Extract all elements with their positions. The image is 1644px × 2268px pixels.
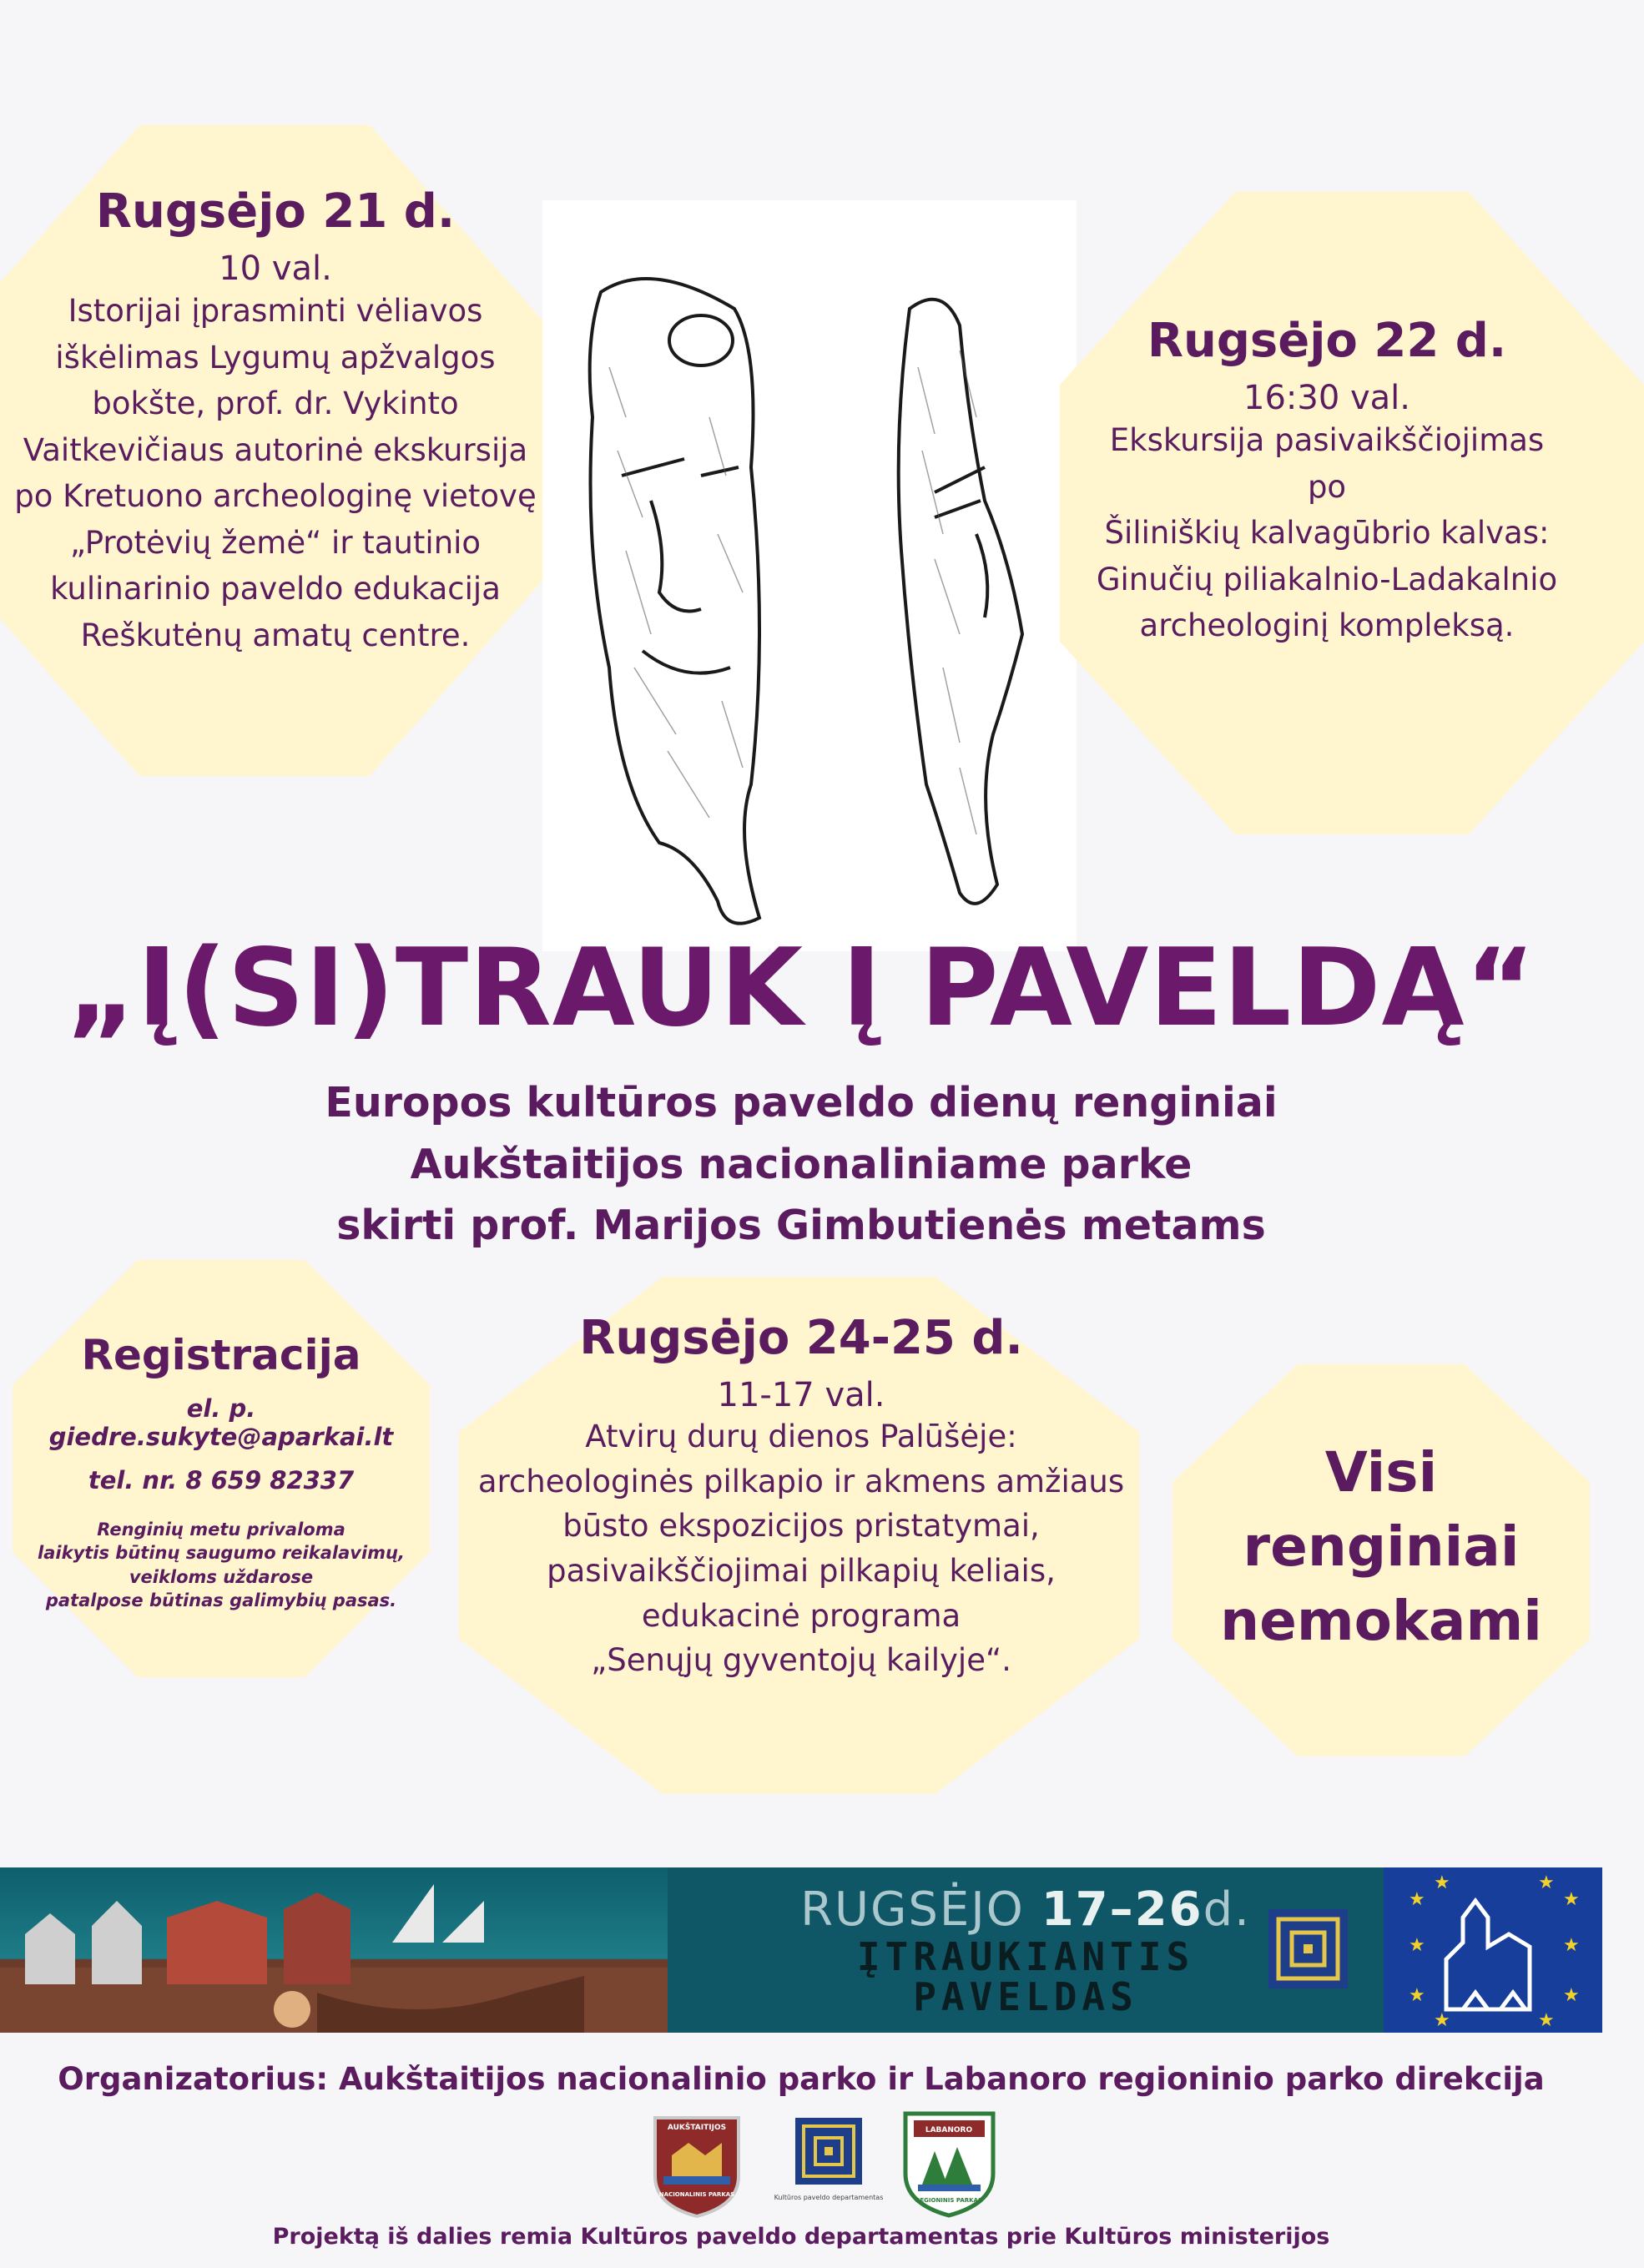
banner-title-2: PAVELDAS [913,1974,1138,2020]
aukstaitijos-park-logo [647,2109,747,2218]
event-time: 11-17 val. [717,1376,885,1415]
svg-text:Kultūros paveldo departamentas: Kultūros paveldo departamentas [774,2194,884,2201]
event-sept24-25 [459,1310,1143,1683]
svg-text:LABANORO: LABANORO [925,2126,973,2134]
svg-text:★: ★ [1434,1872,1450,1893]
event-time: 16:30 val. [1243,379,1410,418]
banner-title-1: ĮTRAUKIANTIS [856,1934,1195,1979]
svg-text:★: ★ [1434,2010,1450,2031]
free-events: Visi renginiai nemokami [1220,1440,1542,1654]
svg-text:★: ★ [1563,1935,1580,1956]
heritage-department-icon [1268,1909,1348,1988]
svg-text:★: ★ [1409,1935,1425,1956]
banner-collage [0,1867,668,2033]
labanoro-park-logo [897,2105,1001,2218]
event-time: 10 val. [219,249,332,289]
artifact-illustration [542,200,1077,951]
event-date: Rugsėjo 21 d. [95,184,456,239]
poster-subtitle: Europos kultūros paveldo dienų renginiai Aukštaitijos nacionaliniame parke skirti prof. Marijos Gimbutienės metams [325,1079,1278,1249]
event-description: Atvirų durų dienos Palūšėje: archeologinės pilkapio ir akmens amžiaus būsto ekspozicijos pristatymai, pasivaikščiojimai pilkapių keliais, edukacinė programa „Senųjų gyventojų kailyje“. [477,1419,1125,1679]
registration-phone[interactable]: tel. nr. 8 659 82337 [88,1466,355,1494]
organizer-line: Organizatorius: Aukštaitijos nacionalinio parko ir Labanoro regioninio parko direkcija [58,2061,1545,2097]
svg-text:REGIONINIS PARKAS: REGIONINIS PARKAS [915,2197,983,2204]
event-date: Rugsėjo 22 d. [1147,314,1507,368]
registration-email[interactable]: el. p. giedre.sukyte@aparkai.lt [48,1394,394,1451]
event-description: Ekskursija pasivaikščiojimas po Šiliniškių kalvagūbrio kalvas: Ginučių piliakalnio-Ladakalnio archeologinį kompleksą. [1096,422,1558,644]
event-date: Rugsėjo 24-25 d. [579,1311,1023,1365]
poster-title: „Į(SI)TRAUK Į PAVELDĄ“ [66,926,1536,1051]
event-sept21 [0,184,551,658]
svg-text:NACIONALINIS PARKAS: NACIONALINIS PARKAS [658,2191,735,2198]
svg-text:★: ★ [1538,1872,1555,1893]
heritage-days-banner [0,1867,1602,2033]
registration-title: Registracija [81,1331,361,1379]
svg-text:★: ★ [1563,1985,1580,2006]
eu-heritage-logo [1384,1867,1602,2033]
event-sept22 [1060,313,1594,649]
svg-text:★: ★ [1409,1889,1425,1910]
svg-text:AUKŠTAITIJOS: AUKŠTAITIJOS [667,2124,727,2132]
svg-text:★: ★ [1538,2010,1555,2031]
registration [13,1331,430,1612]
svg-text:★: ★ [1409,1985,1425,2006]
banner-dates: RUGSĖJO 17–26d. [800,1882,1251,1937]
svg-text:★: ★ [1563,1889,1580,1910]
event-description: Istorijai įprasminti vėliavos iškėlimas Lygumų apžvalgos bokšte, prof. dr. Vykinto Vaitkevičiaus autorinė ekskursija po Kretuono archeologinę vietovę „Protėvių žemė“ ir tautinio kulinarinio paveldo edukacija Reškutėnų amatų centre. [14,293,537,653]
sponsor-line: Projektą iš dalies remia Kultūros paveldo departamentas prie Kultūros ministerijos [272,2224,1330,2250]
heritage-department-logo [774,2118,884,2214]
safety-note: Renginių metu privaloma laikytis būtinų saugumo reikalavimų, veikloms uždarose patalpose būtinas galimybių pasas. [38,1520,405,1611]
